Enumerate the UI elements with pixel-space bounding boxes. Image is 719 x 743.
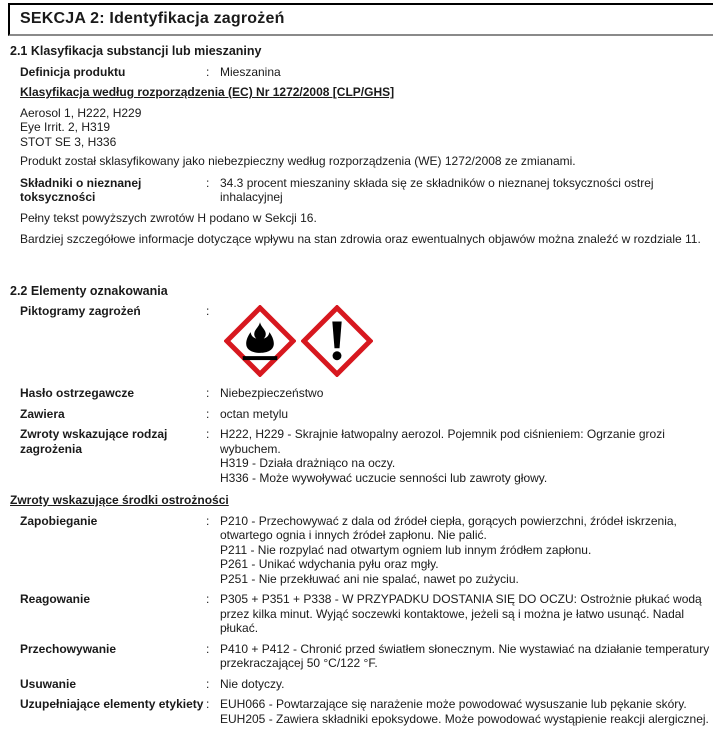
field-label: Składniki o nieznanej toksyczności <box>20 175 142 204</box>
page-content <box>0 44 713 726</box>
field-label: Piktogramy zagrożeń <box>20 304 141 318</box>
field-label: Zawiera <box>20 406 65 421</box>
field-colon: : <box>206 406 210 421</box>
classification-line: STOT SE 3, H336 <box>20 134 117 149</box>
hazard-statement: H336 - Może wywoływać uczucie senności lub zawroty głowy. <box>220 470 548 485</box>
field-value <box>220 514 713 587</box>
field-value: Mieszanina <box>220 64 281 79</box>
precautionary-statement: P305 + P351 + P338 - W PRZYPADKU DOSTANIA SIĘ DO OCZU: Ostrożnie płukać wodą przez kilka minut. Wyjąć soczewki kontaktowe, jeżeli są i można je łatwo usunąć. Nadal płukać. <box>220 592 702 635</box>
field-colon: : <box>206 641 210 656</box>
subsection-heading-2-1: 2.1 Klasyfikacja substancji lub mieszaniny <box>10 44 262 58</box>
field-pictograms <box>10 304 713 382</box>
supplemental-statement: EUH066 - Powtarzające się narażenie może powodować wysuszanie lub pękanie skóry. <box>220 697 687 711</box>
classification-line: Aerosol 1, H222, H229 <box>20 105 142 120</box>
precautionary-statement: P261 - Unikać wdychania pyłu oraz mgły. <box>220 557 439 571</box>
hazard-statement: H319 - Działa drażniąco na oczy. <box>220 456 396 470</box>
subsection-heading-2-2: 2.2 Elementy oznakowania <box>10 283 168 298</box>
field-colon: : <box>206 513 210 528</box>
field-label: Usuwanie <box>20 676 77 691</box>
field-label: Zwroty wskazujące rodzaj zagrożenia <box>20 427 168 456</box>
h-text-note: Pełny tekst powyższych zwrotów H podano w Sekcji 16. <box>20 210 317 225</box>
field-supplemental-label-elements <box>10 697 713 726</box>
precautionary-heading: Zwroty wskazujące środki ostrożności <box>10 493 229 507</box>
classification-heading: Klasyfikacja według rozporządzenia (EC) Nr 1272/2008 [CLP/GHS] <box>20 85 395 99</box>
field-prevention <box>10 514 713 587</box>
precautionary-statement: Nie dotyczy. <box>220 676 285 691</box>
more-info-note: Bardziej szczegółowe informacje dotyczące wpływu na stan zdrowia oraz ewentualnych objawów można znaleźć w rozdziale 11. <box>20 232 701 246</box>
classified-note: Produkt został sklasyfikowany jako niebezpieczny według rozporządzenia (WE) 1272/2008 ze zmianami. <box>20 154 576 168</box>
classification-line: Eye Irrit. 2, H319 <box>20 120 111 134</box>
field-hazard-statements <box>10 427 713 485</box>
field-label: Hasło ostrzegawcze <box>20 386 135 400</box>
field-value <box>220 677 713 692</box>
field-signal-word <box>10 386 713 401</box>
field-label: Reagowanie <box>20 592 91 606</box>
field-label: Uzupełniające elementy etykiety <box>20 697 204 711</box>
field-value <box>220 697 713 726</box>
field-colon: : <box>206 64 210 79</box>
section-title: SEKCJA 2: Identyfikacja zagrożeń <box>8 3 713 36</box>
exclamation-pictogram-icon <box>301 305 373 377</box>
precautionary-statement: P211 - Nie rozpylać nad otwartym ogniem lub innym źródłem zapłonu. <box>220 542 592 557</box>
field-value <box>220 427 713 485</box>
supplemental-statement: EUH205 - Zawiera składniki epoksydowe. Może powodować wystąpienie reakcji alergicznej. <box>220 711 709 726</box>
field-colon: : <box>206 676 210 691</box>
flame-pictogram-icon <box>224 305 296 377</box>
field-colon: : <box>206 592 210 606</box>
precautionary-statement: P210 - Przechowywać z dala od źródeł ciepła, gorących powierzchni, źródeł iskrzenia, otwartego ognia i innych źródeł zapłonu. Nie palić. <box>220 513 677 542</box>
field-product-definition <box>10 65 713 80</box>
field-label: Zapobieganie <box>20 513 98 528</box>
field-colon: : <box>206 427 210 441</box>
precautionary-statement: P251 - Nie przekłuwać ani nie spalać, nawet po zużyciu. <box>220 571 519 586</box>
field-value <box>220 592 713 636</box>
classification-list <box>10 106 713 150</box>
field-colon: : <box>206 697 210 711</box>
field-value: 34.3 procent mieszaniny składa się ze składników o nieznanej toksyczności ostrej inhalacyjnej <box>220 175 654 204</box>
field-colon: : <box>206 175 210 190</box>
field-colon: : <box>206 304 210 318</box>
field-value: Niebezpieczeństwo <box>220 386 324 400</box>
pictogram-group <box>224 305 711 377</box>
field-colon: : <box>206 386 210 400</box>
field-value: octan metylu <box>220 406 289 421</box>
field-storage <box>10 642 713 671</box>
field-value <box>220 642 713 671</box>
precautionary-statement: P410 + P412 - Chronić przed światłem słonecznym. Nie wystawiać na działanie temperatury przekraczającej 50 °C/122 °F. <box>220 641 710 670</box>
field-contains <box>10 407 713 422</box>
field-response <box>10 592 713 636</box>
field-unknown-toxicity <box>10 176 713 205</box>
field-label: Definicja produktu <box>20 64 126 79</box>
field-disposal <box>10 677 713 692</box>
hazard-statement: H222, H229 - Skrajnie łatwopalny aerozol. Pojemnik pod ciśnieniem: Ogrzanie grozi wybuchem. <box>220 427 665 456</box>
field-label: Przechowywanie <box>20 641 117 656</box>
